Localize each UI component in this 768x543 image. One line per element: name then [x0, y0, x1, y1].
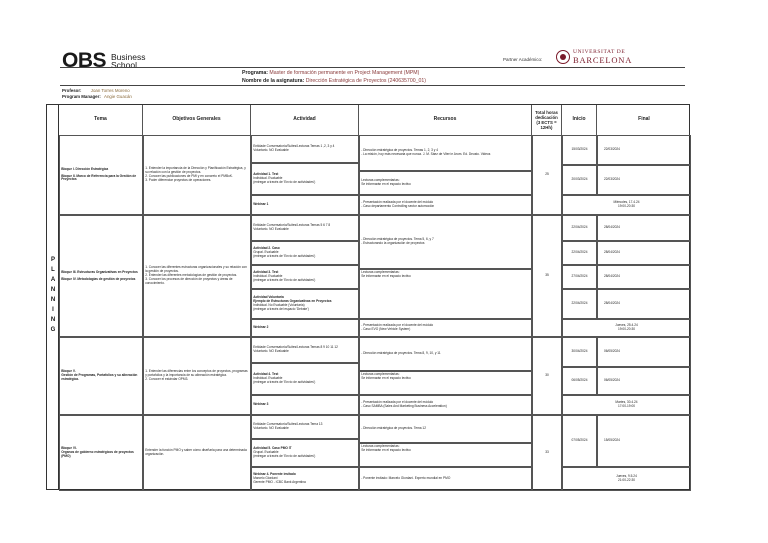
block2-d3-final: 28/04/2024 — [597, 265, 691, 289]
block1-act3-title: Webinar 1 — [253, 202, 269, 207]
block2-d4-final: 28/04/2024 — [597, 289, 691, 319]
block1-tema — [59, 135, 143, 215]
block1-act2-title: Actividad 1. Test — [253, 172, 279, 177]
block1-rec1: - Dirección estratégica de proyectos. Temas 1, 2, 3 y 4 - La misión, hoy más necesaria que nunca. J. M. Sáez de Viteri e Arom. Ed. Deusto. Videos — [359, 135, 532, 171]
block4-tema — [59, 415, 143, 491]
block2-act2-title: Actividad 2. Caso — [253, 246, 280, 251]
block1-d2-inicio: 20/03/2024 — [562, 165, 597, 195]
block2-webinar-time: 19:00-20:30 — [617, 327, 635, 331]
block4-act2-body: Grupal. Evaluable (entregar a través de 'Envío de actividades') — [253, 450, 316, 458]
block3-d2-inicio: 06/05/2024 — [562, 367, 597, 395]
block1-horas: 25 — [532, 135, 562, 215]
block1-act2 — [251, 163, 359, 195]
block3-horas: 30 — [532, 337, 562, 415]
ub-logo — [556, 50, 632, 64]
block3-tema1: Bloque V. Gestión de Programas, Portafolios y su alineación estratégica. — [61, 369, 138, 381]
side-letter: N — [50, 317, 56, 323]
programa-value: Master de formación permanente en Project Management (MPM) — [269, 70, 420, 76]
asignatura-value: Dirección Estratégica de Proyectos (240635700_01) — [305, 78, 426, 84]
block2-tema — [59, 215, 143, 337]
header-actividad: Actividad — [251, 105, 359, 135]
block4-act2-title: Actividad 5. Caso PMO IT — [253, 446, 292, 451]
block1-tema1: Bloque I. Dirección Estratégica — [61, 166, 109, 171]
block2-rec3: - Presentación realizada por el docente del módulo - Caso EVO (New Vehicle System) — [359, 319, 532, 337]
block1-act2-body: Individual. Evaluable (entregar a través de 'Envío de actividades') — [253, 176, 316, 184]
block2-tema1: Bloque III. Estructuras Organizativas en Proyectos — [61, 269, 138, 274]
block3-act3-title: Webinar 3 — [253, 402, 269, 407]
block3-webinar-day: Martes, 30.4.24 — [615, 400, 638, 405]
block2-d3-inicio: 27/04/2024 — [562, 265, 597, 289]
block1-tema2: Bloque II. Marco de Referencia para la Gestión de Proyectos — [61, 173, 137, 182]
block2-act1: Entidade Conversatorio/Suites/Lecturas Temas 5 6 7 8 Voluntario. NO Evaluable — [251, 215, 359, 241]
block3-d2-final: 06/05/2024 — [597, 367, 691, 395]
logo-business-text: Business — [111, 51, 146, 62]
partner-label: Partner Académico: — [503, 57, 543, 62]
block2-webinar-date — [562, 319, 691, 337]
block2-d4-inicio: 22/04/2024 — [562, 289, 597, 319]
block4-act1: Entidade Conversatorio/Suites/Lecturas Tema 13 Voluntario. NO Evaluable — [251, 415, 359, 439]
block2-act3 — [251, 265, 359, 289]
block1-act3 — [251, 195, 359, 215]
logo-school-text: School — [111, 59, 138, 70]
block3-act2-body: Individual. Evaluable (entregar a través de 'Envío de actividades') — [253, 376, 316, 384]
block1-d1-final: 22/03/2024 — [597, 135, 691, 165]
side-letter: G — [50, 327, 56, 333]
block4-webinar-time: 21:00-22:30 — [617, 478, 635, 482]
ub-line2: BARCELONA — [573, 54, 633, 65]
block2-act4-title: Actividad Voluntaria Ejemplo de Estructuras Organizativas en Proyectos — [253, 295, 332, 304]
block3-webinar-time: 17:00-19:00 — [617, 404, 635, 408]
programa-label: Programa: — [242, 70, 268, 76]
block4-horas: 33 — [532, 415, 562, 491]
header-recursos: Recursos — [359, 105, 532, 135]
block2-objetivos: 1. Conocer las diferentes estructuras organizacionales y su relación con la gestión de proyectos. 2. Entender las diferentes metodologías de gestión de proyectos. 3. Conocer los procesos de dirección de proyectos y áreas de conocimiento. — [143, 215, 251, 337]
block3-act3 — [251, 395, 359, 415]
profesor-label: Profesor: — [62, 88, 82, 93]
block3-d1-inicio: 30/04/2024 — [562, 337, 597, 367]
block2-act2 — [251, 241, 359, 265]
divider — [60, 85, 685, 86]
pm-value: Angie Guacán — [104, 94, 132, 99]
block2-horas: 35 — [532, 215, 562, 337]
block4-d1-final: 15/05/2024 — [597, 415, 691, 467]
block1-rec2: Lecturas complementarias: Se informarán en el espacio lectivo — [359, 171, 532, 195]
programa-line — [242, 70, 419, 76]
ub-seal-icon — [556, 50, 570, 64]
planning-side-label — [47, 105, 59, 489]
block1-d2-final: 22/03/2024 — [597, 165, 691, 195]
block4-act3-title: Webinar 4. Ponente invitado — [253, 472, 296, 477]
divider — [60, 67, 685, 68]
block1-objetivos: 1. Entender la importancia de la Dirección y Planificación Estratégica, y su relación con la gestión de proyectos. 2. Conocer las publicaciones de PMI y en concreto el PMBoK. 3. Poder diferenciar proyectos de operaciones. — [143, 135, 251, 215]
block4-d1-inicio: 07/05/2024 — [562, 415, 597, 467]
header-final: Final — [638, 116, 650, 123]
header-tema: Tema — [59, 105, 143, 135]
block2-rec1: - Dirección estratégica de proyectos. Tema 5, 6, y 7 - Estructurando la organización de proyectos — [359, 215, 532, 269]
side-letter: P — [50, 257, 55, 263]
block2-d1-final: 28/04/2024 — [597, 215, 691, 241]
pm-line — [62, 94, 132, 99]
block1-webinar-day: Miércoles, 17.4.24 — [613, 200, 640, 205]
block2-act5-title: Webinar 2 — [253, 325, 269, 330]
block1-webinar-date — [562, 195, 691, 215]
block3-objetivos: 1. Entender las diferencias entre los conceptos de proyectos, programas y portafolios y la importancia de su alineación estratégica. 2. Conocer el estándar OPM3. — [143, 337, 251, 415]
block2-d2-final: 28/04/2024 — [597, 241, 691, 265]
block4-rec2: Lecturas complementarias: Se informarán en el espacio lectivo — [359, 443, 532, 467]
block2-act4 — [251, 289, 359, 319]
side-letter: A — [50, 277, 56, 283]
block3-rec2: Lecturas complementarias: Se informarán en el espacio lectivo — [359, 371, 532, 395]
block2-act4-body: Individual. No Evaluable (Voluntaria) (entregar a través del espacio 'Debate') — [253, 303, 309, 311]
profesor-value: Joan Torres Moreno — [90, 88, 130, 93]
block2-d2-inicio: 22/04/2024 — [562, 241, 597, 265]
asignatura-label: Nombre de la asignatura: — [242, 78, 305, 84]
block2-act3-body: Individual. Evaluable (entregar a través de 'Envío de actividades') — [253, 274, 316, 282]
asignatura-line — [242, 78, 426, 84]
block3-d1-final: 06/05/2024 — [597, 337, 691, 367]
block4-tema1: Bloque VI. Organos de gobierno estratégicos de proyectos (PMO) — [61, 446, 134, 458]
block3-act1: Entidade Conversatorio/Suites/Lecturas Temas 8 9 10 11 12 Voluntario. NO Evaluable — [251, 337, 359, 363]
block3-rec1: - Dirección estratégica de proyectos. Tema 8, 9, 10, y 11 — [359, 337, 532, 371]
logo-obs-text: OBS — [62, 49, 107, 72]
block2-rec2: Lecturas complementarias: Se informarán en el espacio lectivo — [359, 269, 532, 319]
block3-act2 — [251, 363, 359, 395]
block4-webinar-date — [562, 467, 691, 491]
block1-d1-inicio: 15/03/2024 — [562, 135, 597, 165]
block2-tema2: Bloque IV. Metodologías de gestión de proyectos — [61, 276, 136, 281]
block1-act1: Entidade Conversatorio/Suites/Lecturas Temas 1 ,2, 3 y 4 Voluntario. NO Evaluable — [251, 135, 359, 163]
pm-label: Program Manager: — [62, 94, 101, 99]
block2-webinar-day: Jueves, 25.4.24 — [615, 323, 638, 328]
block4-objetivos: Entender la función PMO y saber cómo diseñarla para una determinada organización. — [143, 415, 251, 491]
block4-webinar-day: Jueves, 9.5.24 — [616, 474, 637, 479]
ub-line1: UNIVERSITAT DE — [573, 49, 626, 55]
block2-act3-title: Actividad 3. Test — [253, 270, 279, 275]
block3-act2-title: Actividad 4. Test — [253, 372, 279, 377]
block4-act2 — [251, 439, 359, 467]
block1-rec3: - Presentación realizada por el docente del módulo - Caso departamento Controlling sector automoción — [359, 195, 532, 215]
block4-rec3: - Ponente invitado: Marcelo Giordani. Experto mundial en PMO — [359, 467, 532, 491]
block3-tema — [59, 337, 143, 415]
header-objetivos: Objetivos Generales — [143, 105, 251, 135]
block4-act3 — [251, 467, 359, 491]
block4-rec1: - Dirección estratégica de proyectos. Tema 12 — [359, 415, 532, 443]
block2-act5 — [251, 319, 359, 337]
side-letter: L — [51, 267, 55, 273]
block3-webinar-date — [562, 395, 691, 415]
planning-table — [46, 104, 690, 490]
block4-act3-body: Marcelo Giordani Gerente PMO - ICBC Bank Argentina — [253, 476, 306, 484]
header-inicio: Inicio — [562, 105, 597, 135]
block1-webinar-time: 19:00-20:30 — [617, 204, 635, 208]
block3-rec3: - Presentación realizada por el docente del módulo - Caso SAMBA (Sales And Marketing Business Acceleration) — [359, 395, 532, 415]
block2-d1-inicio: 22/04/2024 — [562, 215, 597, 241]
side-letter: I — [52, 307, 54, 313]
header-total-horas: Total horas dedicación (3 ECTS = 12Hh) — [532, 105, 562, 135]
side-letter: N — [50, 287, 56, 293]
block2-act2-body: Grupal. Evaluable (entregar a través de 'Envío de actividades') — [253, 250, 316, 258]
side-letter: N — [50, 297, 56, 303]
profesor-line — [62, 88, 130, 93]
